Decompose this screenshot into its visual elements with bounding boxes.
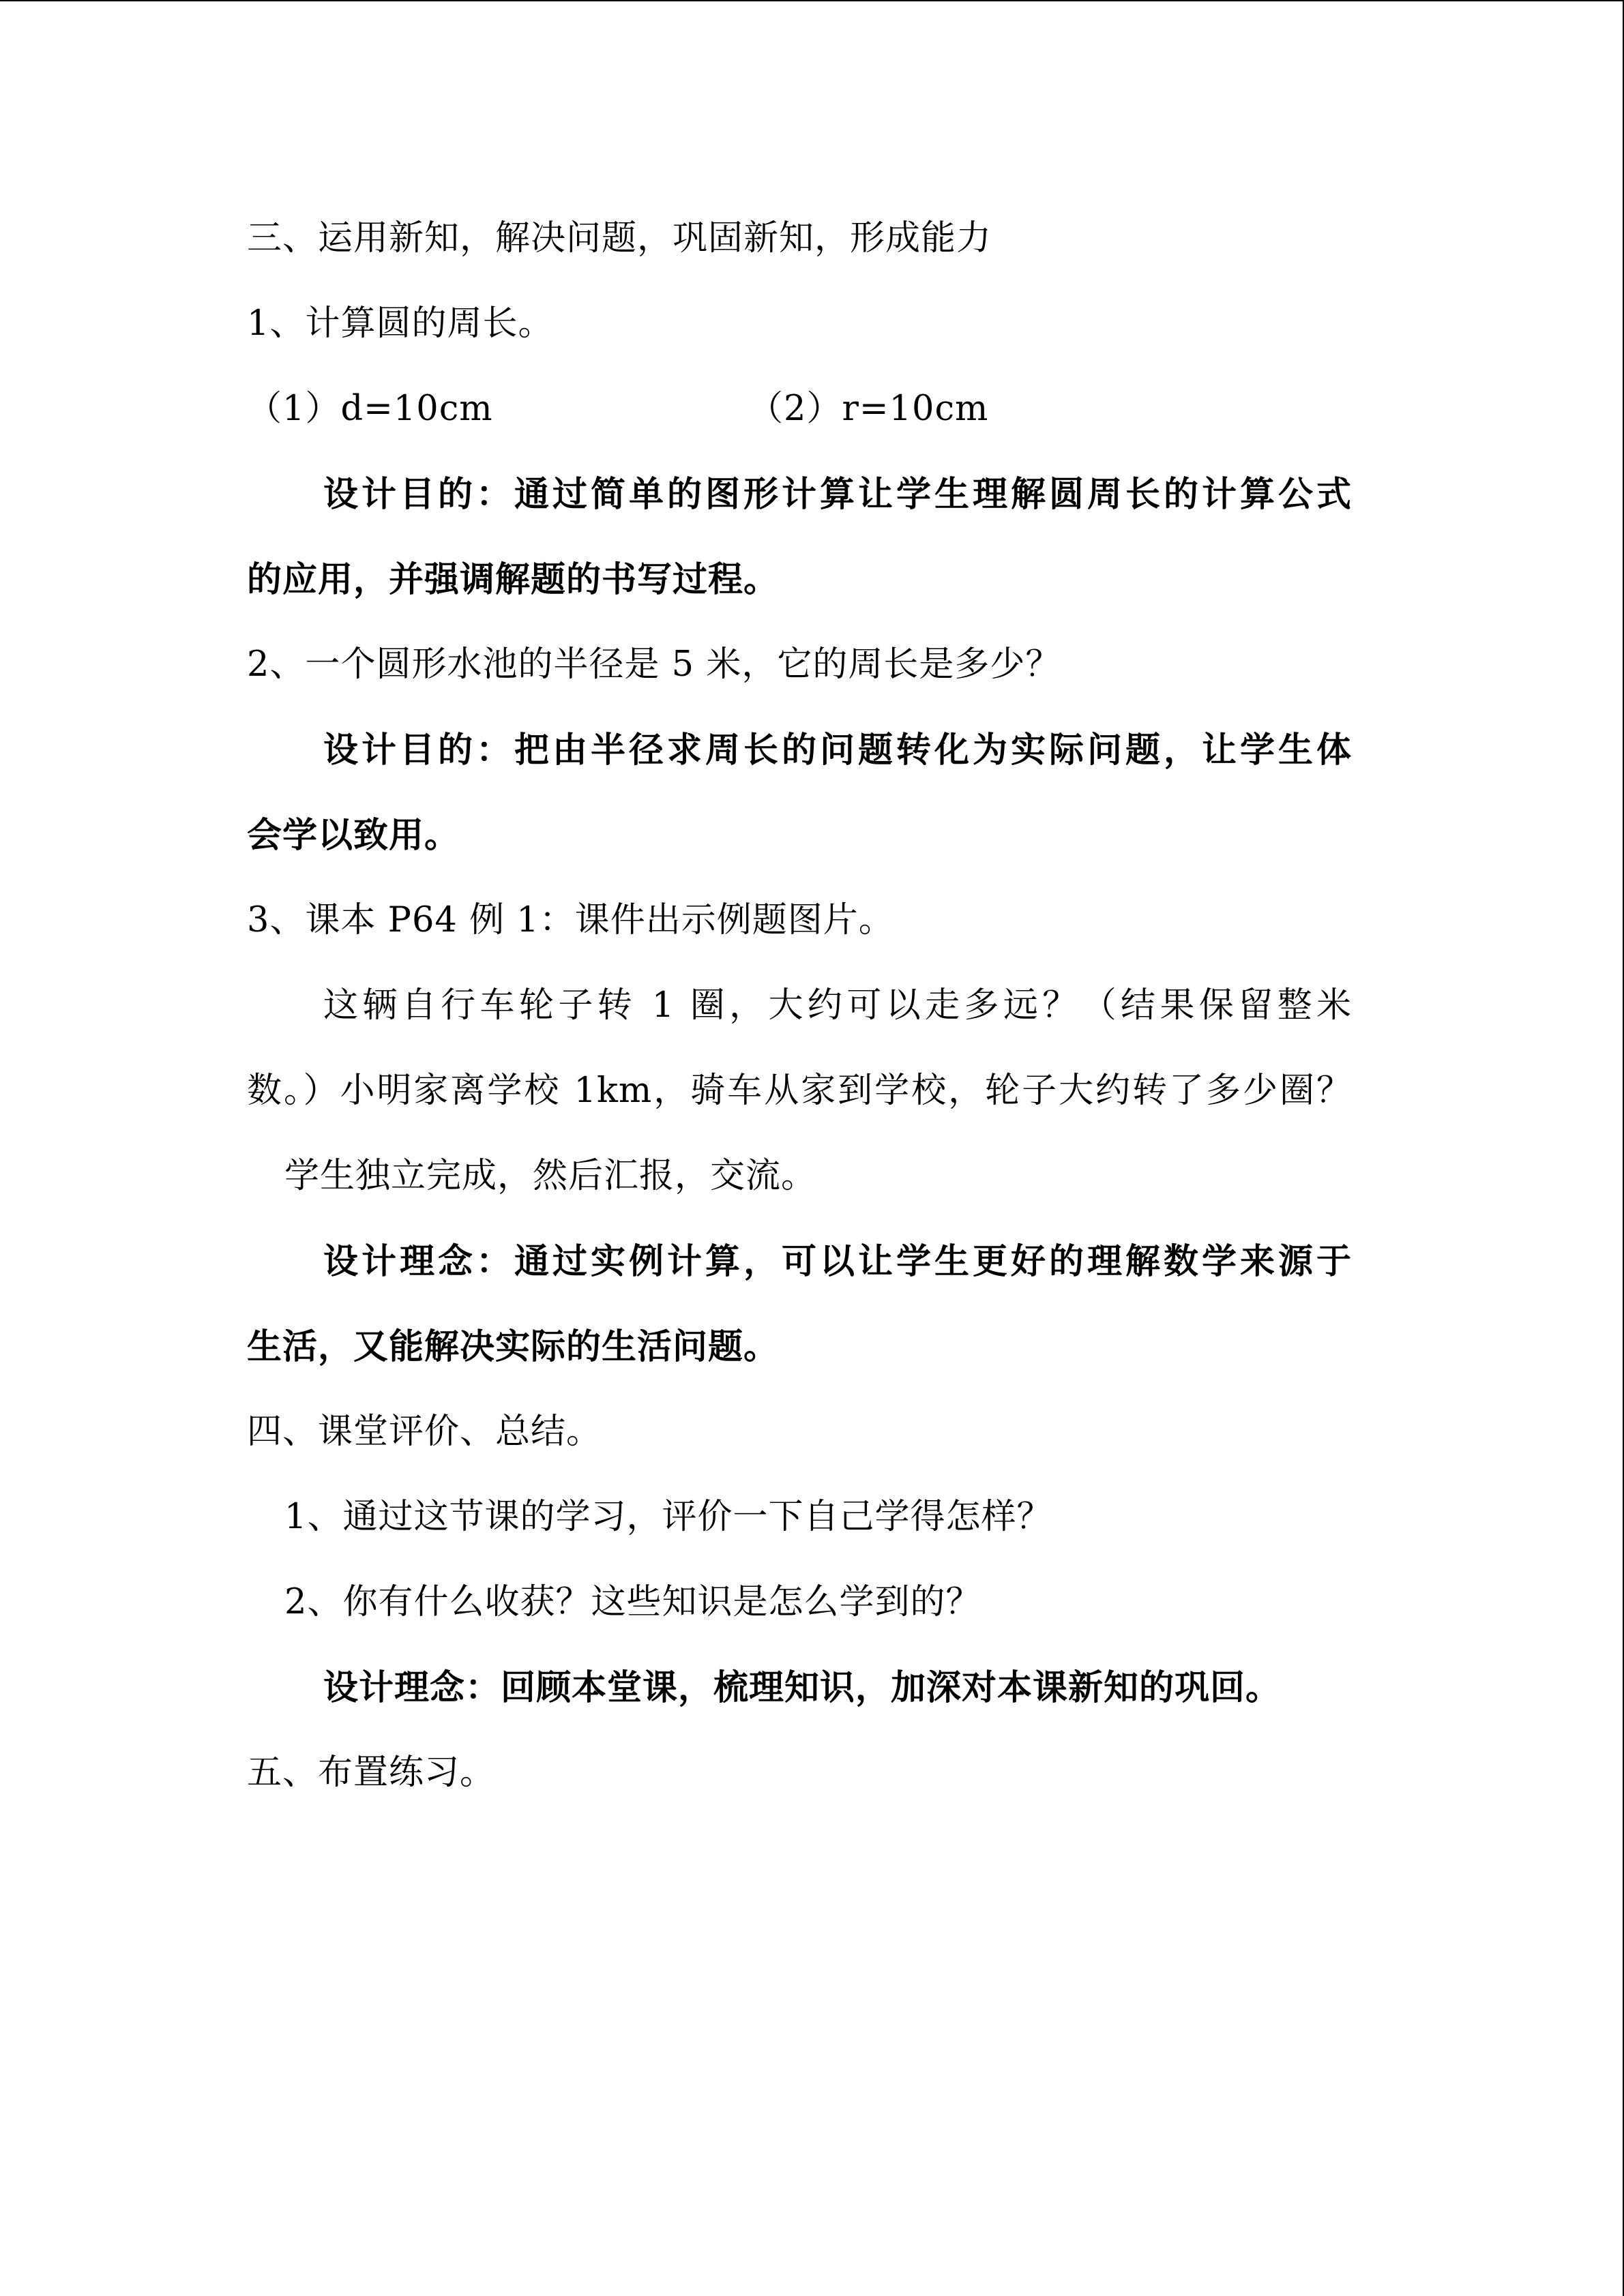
section-heading-4: 四、课堂评价、总结。: [247, 1412, 602, 1452]
design-purpose-1-line-1: 设计目的：通过简单的图形计算让学生理解圆周长的计算公式: [323, 474, 1352, 515]
section-heading-5: 五、布置练习。: [247, 1753, 496, 1793]
exercise-3-title: 3、课本 P64 例 1：课件出示例题图片。: [247, 900, 894, 940]
exercise-3-question-line-1: 这辆自行车轮子转 1 圈，大约可以走多远？（结果保留整米: [323, 985, 1352, 1026]
exercise-1-item-2: （2）r=10cm: [748, 389, 989, 429]
section-heading-3: 三、运用新知，解决问题，巩固新知，形成能力: [247, 218, 992, 258]
exercise-1-item-1: （1）d=10cm: [247, 389, 493, 429]
design-purpose-2-line-1: 设计目的：把由半径求周长的问题转化为实际问题，让学生体: [323, 730, 1352, 771]
design-purpose-2-line-2: 会学以致用。: [247, 815, 460, 856]
review-question-1: 1、通过这节课的学习，评价一下自己学得怎样？: [284, 1497, 1052, 1537]
exercise-3-question-line-2: 数。）小明家离学校 1km，骑车从家到学校，轮子大约转了多少圈？: [247, 1071, 1352, 1111]
exercise-3-instruction: 学生独立完成，然后汇报，交流。: [284, 1156, 817, 1196]
design-idea-1-line-2: 生活，又能解决实际的生活问题。: [247, 1326, 780, 1367]
exercise-1-items: [247, 375, 1352, 460]
design-purpose-1-line-2: 的应用，并强调解题的书写过程。: [247, 559, 780, 600]
review-question-2: 2、你有什么收获？这些知识是怎么学到的？: [284, 1582, 981, 1622]
design-idea-2: 设计理念：回顾本堂课，梳理知识，加深对本课新知的巩回。: [323, 1667, 1282, 1708]
design-idea-1-line-1: 设计理念：通过实例计算，可以让学生更好的理解数学来源于: [323, 1241, 1352, 1282]
document-body: [247, 205, 1352, 1824]
exercise-2: 2、一个圆形水池的半径是 5 米，它的周长是多少？: [247, 644, 1061, 685]
exercise-1-title: 1、计算圆的周长。: [247, 303, 554, 344]
